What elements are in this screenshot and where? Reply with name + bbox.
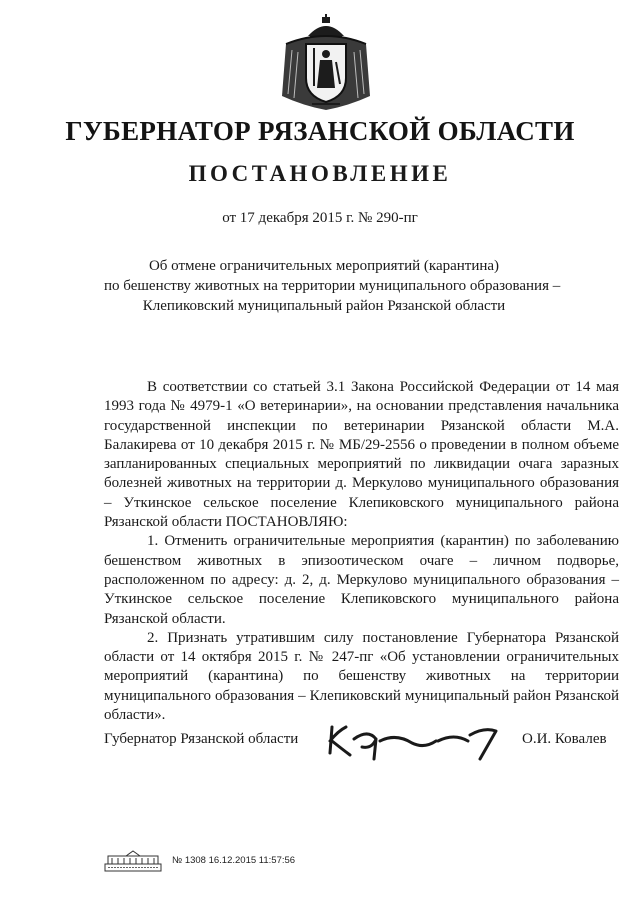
registration-number: № 1308 16.12.2015 11:57:56 xyxy=(172,855,296,866)
subject-line: по бешенству животных на территории муниципального образования – xyxy=(104,278,561,294)
signature-block xyxy=(0,731,640,771)
body-paragraph-item-1: 1. Отменить ограничительные мероприятия (карантин) по заболеванию бешенством животных в эпизоотическом очаге – личном подворье, расположенном по адресу: д. 2, д. Меркулово муниципального образования – Уткинское сельское поселение Клепиковского муниципального района Рязанской области. xyxy=(104,533,619,627)
document-subject xyxy=(104,256,561,316)
handwritten-signature xyxy=(320,719,510,763)
building-stamp-icon xyxy=(104,850,162,872)
document-date-number: от 17 декабря 2015 г. № 290-пг xyxy=(222,210,418,226)
body-paragraph-item-2: 2. Признать утратившим силу постановление Губернатора Рязанской области от 14 октября 2015 г. № 247-пг «Об установлении ограничительных мероприятий (карантина) по бешенству животных на территории муниципального образования – Клепиковский муниципальный район Рязанской области». xyxy=(104,629,619,724)
coat-of-arms-icon xyxy=(278,14,374,114)
subject-line: Об отмене ограничительных мероприятий (карантина) xyxy=(148,258,500,274)
subject-line: Клепиковский муниципальный район Рязанской области xyxy=(142,298,506,314)
document-body xyxy=(104,378,619,725)
body-paragraph-preamble: В соответствии со статьей 3.1 Закона Российской Федерации от 14 мая 1993 года № 4979-1 «О ветеринарии», на основании представления начальника государственной инспекции по ветеринарии Рязанской области М.А. Балакирева от 10 декабря 2015 г. № МБ/29-2556 о проведении в полном объеме запланированных специальных мероприятий по ликвидации очага заразных болезней животных на территории д. Меркулово муниципального образования – Уткинское сельское поселение Клепиковского муниципального района Рязанской области ПОСТАНОВЛЯЮ: xyxy=(104,379,619,531)
signer-name: О.И. Ковалев xyxy=(522,731,607,747)
document-type: ПОСТАНОВЛЕНИЕ xyxy=(188,161,452,186)
issuer-title: ГУБЕРНАТОР РЯЗАНСКОЙ ОБЛАСТИ xyxy=(65,116,575,146)
signer-position: Губернатор Рязанской области xyxy=(104,731,299,747)
